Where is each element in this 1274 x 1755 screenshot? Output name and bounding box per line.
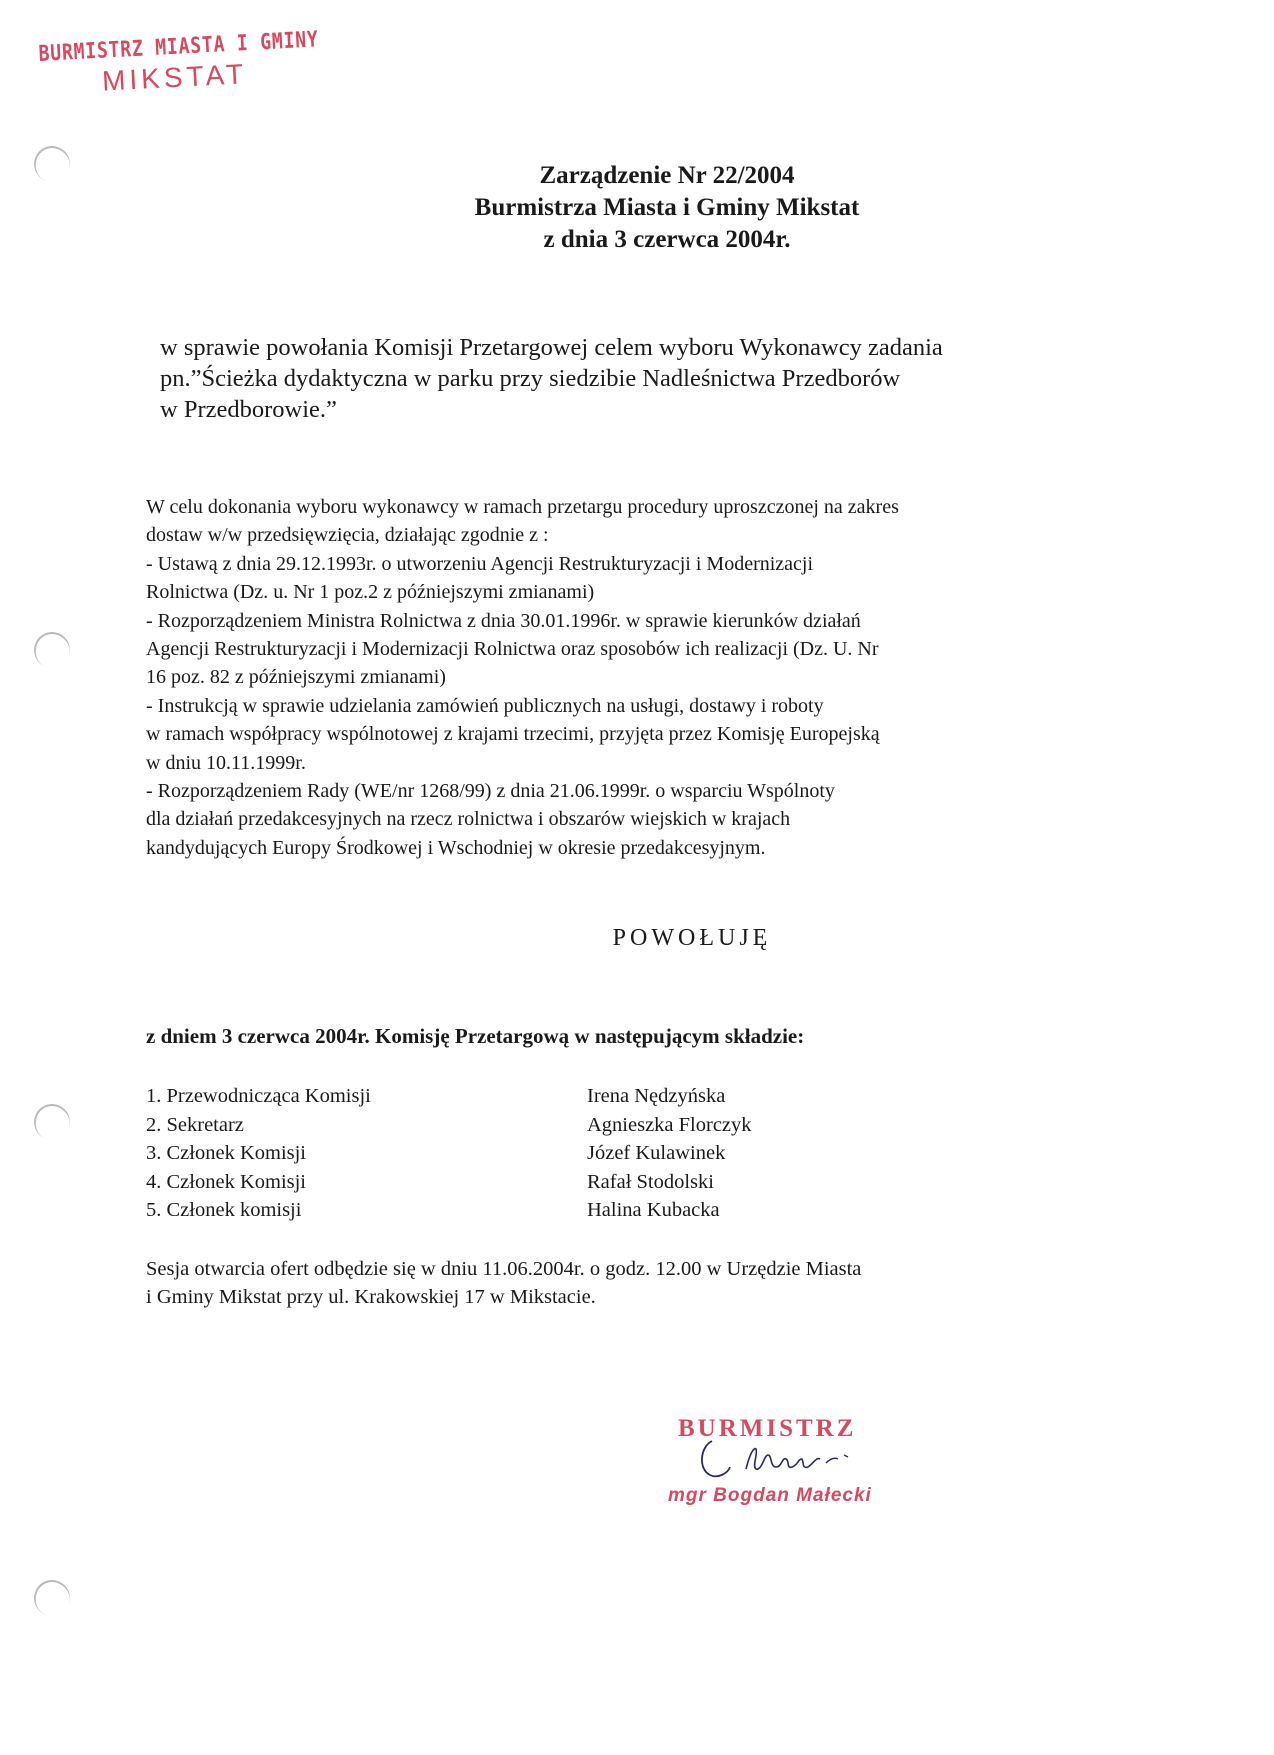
- signature-stamp: [668, 1415, 928, 1525]
- handwritten-signature: [698, 1433, 858, 1489]
- appoint-heading: [0, 925, 1274, 952]
- member-name: Józef Kulawinek: [587, 1142, 726, 1165]
- basis-line: Rolnictwa (Dz. u. Nr 1 poz.2 z późniejszymi zmianami): [146, 581, 595, 604]
- subject-line: w sprawie powołania Komisji Przetargowej celem wyboru Wykonawcy zadania: [160, 334, 943, 361]
- list-item: [146, 1168, 846, 1197]
- stamp-role: BURMISTRZ: [678, 1415, 857, 1442]
- basis-line: kandydujących Europy Środkowej i Wschodniej w okresie przedakcesyjnym.: [146, 836, 766, 859]
- member-name: Rafał Stodolski: [587, 1170, 714, 1193]
- list-item: [146, 1139, 846, 1168]
- office-stamp: [38, 24, 383, 101]
- session-line: i Gminy Mikstat przy ul. Krakowskiej 17 w Mikstacie.: [146, 1286, 596, 1309]
- legal-basis: [146, 493, 1106, 862]
- stamp-line-1: BURMISTRZ MIASTA I GMINY: [38, 27, 320, 67]
- punch-hole-mark: [29, 1099, 75, 1145]
- member-role: 4. Członek Komisji: [146, 1170, 307, 1193]
- session-note: [146, 1255, 1106, 1312]
- basis-line: - Rozporządzeniem Ministra Rolnictwa z dnia 30.01.1996r. w sprawie kierunków działań: [146, 609, 861, 632]
- basis-line: - Rozporządzeniem Rady (WE/nr 1268/99) z dnia 21.06.1999r. o wsparciu Wspólnoty: [146, 780, 835, 803]
- basis-line: dostaw w/w przedsięwzięcia, działając zgodnie z :: [146, 524, 549, 547]
- subject-line: pn.”Ścieżka dydaktyczna w parku przy siedzibie Nadleśnictwa Przedborów: [160, 365, 901, 392]
- basis-line: Agencji Restrukturyzacji i Modernizacji Rolnictwa oraz sposobów ich realizacji (Dz. U. Nr: [146, 638, 879, 661]
- title-line-1: Zarządzenie Nr 22/2004: [539, 162, 795, 189]
- stamp-line-2: MIKSTAT: [101, 58, 248, 97]
- basis-line: 16 poz. 82 z późniejszymi zmianami): [146, 666, 446, 689]
- member-role: 1. Przewodnicząca Komisji: [146, 1085, 371, 1107]
- subject-paragraph: [160, 332, 1120, 425]
- basis-line: - Instrukcją w sprawie udzielania zamówień publicznych na usługi, dostawy i roboty: [146, 694, 824, 717]
- committee-intro: z dniem 3 czerwca 2004r. Komisję Przetargową w następującym składzie:: [146, 1024, 805, 1048]
- session-line: Sesja otwarcia ofert odbędzie się w dniu 11.06.2004r. o godz. 12.00 w Urzędzie Miasta: [146, 1258, 862, 1280]
- member-name: Agnieszka Florczyk: [587, 1113, 752, 1136]
- member-role: 3. Członek Komisji: [146, 1142, 307, 1165]
- stamp-name: mgr Bogdan Małecki: [668, 1485, 872, 1506]
- punch-hole-mark: [29, 627, 75, 673]
- punch-hole-mark: [29, 1575, 75, 1621]
- basis-line: - Ustawą z dnia 29.12.1993r. o utworzeniu Agencji Restrukturyzacji i Modernizacji: [146, 552, 814, 575]
- member-role: 5. Członek komisji: [146, 1199, 302, 1222]
- basis-line: w dniu 10.11.1999r.: [146, 751, 306, 774]
- committee-members: [146, 1082, 846, 1225]
- basis-line: w ramach współpracy wspólnotowej z krajami trzecimi, przyjęta przez Komisję Europejską: [146, 723, 880, 746]
- basis-line: W celu dokonania wyboru wykonawcy w ramach przetargu procedury uproszczonej na zakres: [146, 496, 899, 518]
- member-name: Halina Kubacka: [587, 1199, 720, 1222]
- list-item: [146, 1111, 846, 1140]
- member-role: 2. Sekretarz: [146, 1113, 244, 1136]
- list-item: [146, 1082, 846, 1111]
- title-line-3: z dnia 3 czerwca 2004r.: [543, 226, 791, 253]
- document-title: [0, 160, 1274, 256]
- subject-line: w Przedborowie.”: [160, 396, 337, 423]
- title-line-2: Burmistrza Miasta i Gminy Mikstat: [474, 194, 860, 221]
- appoint-text: POWOŁUJĘ: [612, 925, 772, 951]
- member-name: Irena Nędzyńska: [587, 1085, 726, 1107]
- basis-line: dla działań przedakcesyjnych na rzecz rolnictwa i obszarów wiejskich w krajach: [146, 808, 791, 831]
- list-item: [146, 1196, 846, 1225]
